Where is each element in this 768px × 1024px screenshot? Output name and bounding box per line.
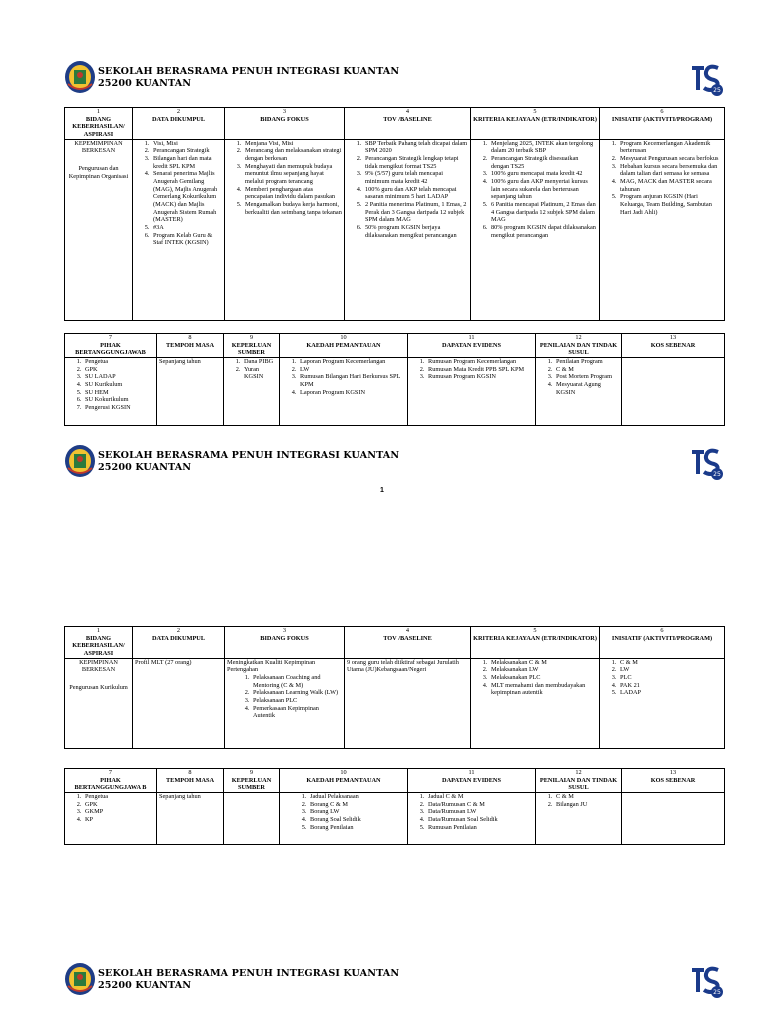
dapatan-cell: 1. Jadual C & M 2. Data/Rumusan C & M 3. Data/Rumusan LW 4. Data/Rumusan Soal Selidik 5. Rumusan Penilaian	[408, 793, 536, 845]
col-header: 8 TEMPOH MASA	[157, 769, 224, 793]
kos-cell	[622, 793, 725, 845]
plan-table-1b	[64, 333, 725, 426]
col-header: 12 PENILAIAN DAN TINDAK SUSUL	[536, 769, 622, 793]
school-header	[64, 442, 724, 486]
plan-table-1a	[64, 107, 725, 321]
page-number: 1	[380, 487, 384, 494]
col-header: 6 INISIATIF (AKTIVITI/PROGRAM)	[600, 108, 725, 140]
col-header: 2 DATA DIKUMPUL	[133, 627, 225, 659]
inisiatif-cell: 1. C & M 2. LW 3. PLC 4. PAK 21 5. LADAP	[600, 658, 725, 748]
col-header: 9 KEPERLUAN SUMBER	[224, 769, 280, 793]
tov-cell: 1. SBP Terbaik Pahang telah dicapai dalam SPM 2020 2. Perancangan Strategik lengkap tetapi tidak mengikut format TS25 3. 9% (5/57) guru telah mencapai minimum mata kredit 42 4. 100% guru dan AKP telah mencapai sasaran minimum 5 hari LADAP 5. 2 Panitia menerima Platinum, 1 Emas, 2 Perak dan 3 Gangsa daripada 12 subjek SPM dalam MAG 6. 50% program KGSIN berjaya dilaksanakan mengikut perancangan	[345, 139, 471, 320]
bidang-fokus-cell: Meningkatkan Kualiti Kepimpinan Pertengahan 1. Pelaksanaan Coaching and Mentoring (C & M) 2. Pelaksanaan Learning Walk (LW) 3. Pelaksanaan PLC 4. Pemerkasaan Kepimpinan Autentik	[225, 658, 345, 748]
school-header	[64, 58, 724, 102]
col-header: 10 KAEDAH PEMANTAUAN	[280, 334, 408, 358]
bidang-fokus-cell: 1. Menjana Visi, Misi 2. Merancang dan melaksanakan strategi dengan berkesan 3. Menghayati dan memupuk budaya menuntut ilmu sepanjang hayat melalui program terancang 4. Memberi penghargaan atas pencapaian individu dalam pasukan 5. Mengamalkan budaya kerja harmoni, berkualiti dan seimbang tanpa tekanan	[225, 139, 345, 320]
table-row	[65, 139, 725, 320]
school-crest-icon	[64, 60, 96, 94]
ts25-logo-icon	[688, 444, 724, 482]
table-row	[65, 658, 725, 748]
kriteria-cell: 1. Melaksanakan C & M 2. Melaksanakan LW 3. Melaksanakan PLC 4. MLT memahami dan membudayakan kepimpinan autentik	[471, 658, 600, 748]
school-address: 25200 KUANTAN	[98, 77, 192, 89]
col-header: 9 KEPERLUAN SUMBER	[224, 334, 280, 358]
col-header: 5 KRITERIA KEJAYAAN (ETR/INDIKATOR)	[471, 108, 600, 140]
kaedah-cell: 1. Jadual Pelaksanaan 2. Borang C & M 3. Borang LW 4. Borang Soal Selidik 5. Borang Penilaian	[280, 793, 408, 845]
school-address: 25200 KUANTAN	[98, 979, 192, 991]
dapatan-cell: 1. Rumusan Program Kecemerlangan 2. Rumusan Mata Kredit PPB SPL KPM 3. Rumusan Program KGSIN	[408, 358, 536, 426]
school-name: SEKOLAH BERASRAMA PENUH INTEGRASI KUANTAN	[98, 968, 400, 979]
bidang-cell: KEPEMIMPINAN BERKESAN Pengurusan dan Kepimpinan Organisasi	[65, 139, 133, 320]
school-name: SEKOLAH BERASRAMA PENUH INTEGRASI KUANTAN	[98, 450, 400, 461]
bidang-cell: KEPIMPINAN BERKESAN Pengurusan Kurikulum	[65, 658, 133, 748]
col-header: 11 DAPATAN EVIDENS	[408, 769, 536, 793]
inisiatif-cell: 1. Program Kecemerlangan Akademik berterusan 2. Mesyuarat Pengurusan secara berfokus 3. Hebahan kursus secara bersemuka dan dalam talian dari semasa ke semasa 4. MAG, MACK dan MASTER secara tahunan 5. Program anjuran KGSIN (Hari Keluarga, Team Building, Sambutan Hari Jadi Ahli)	[600, 139, 725, 320]
tempoh-cell: Sepanjang tahun	[157, 358, 224, 426]
col-header: 10 KAEDAH PEMANTAUAN	[280, 769, 408, 793]
tov-cell: 9 orang guru telah diiktiraf sebagai Jurulatih Utama (JU)Kebangsaan/Negeri	[345, 658, 471, 748]
col-header: 6 INISIATIF (AKTIVITI/PROGRAM)	[600, 627, 725, 659]
keperluan-cell: 1. Dana PIBG 2. Yuran KGSIN	[224, 358, 280, 426]
plan-table-2a	[64, 626, 725, 749]
school-header	[64, 960, 724, 1004]
col-header: 3 BIDANG FOKUS	[225, 108, 345, 140]
school-title-block	[98, 968, 399, 992]
ts25-logo-icon	[688, 60, 724, 98]
pihak-cell: 1. Pengetua 2. GPK 3. GKMP 4. KP	[65, 793, 157, 845]
school-crest-icon	[64, 444, 96, 478]
school-title-block	[98, 450, 399, 474]
plan-table-2b	[64, 768, 725, 845]
col-header: 13 KOS SEBENAR	[622, 334, 725, 358]
kaedah-cell: 1. Laporan Program Kecemerlangan 2. LW 3. Rumusan Bilangan Hari Berkursus SPL KPM 4. Laporan Program KGSIN	[280, 358, 408, 426]
school-crest-icon	[64, 962, 96, 996]
table-row	[65, 793, 725, 845]
svg-text:25: 25	[713, 87, 721, 94]
ts25-logo-icon	[688, 962, 724, 1000]
table-header-row	[65, 627, 725, 659]
col-header: 13 KOS SEBENAR	[622, 769, 725, 793]
data-dikumpul-cell: Profil MLT (27 orang)	[133, 658, 225, 748]
col-header: 1 BIDANG KEBERHASILAN/ ASPIRASI	[65, 627, 133, 659]
school-title-block	[98, 66, 399, 90]
col-header: 4 TOV /BASELINE	[345, 108, 471, 140]
data-dikumpul-cell: 1. Visi, Misi 2. Perancangan Strategik 3. Bilangan hari dan mata kredit SPL KPM 4. Senarai penerima Majlis Anugerah Gemilang (MAG), Majlis Anugerah Cemerlang Kokurikulum (MACK) dan Majlis Anugerah Sistem Rumah (MASTER) 5. #3A 6. Program Kelab Guru & Staf INTEK (KGSIN)	[133, 139, 225, 320]
col-header: 8 TEMPOH MASA	[157, 334, 224, 358]
col-header: 3 BIDANG FOKUS	[225, 627, 345, 659]
table-row	[65, 358, 725, 426]
table-header-row	[65, 769, 725, 793]
svg-text:25: 25	[713, 471, 721, 478]
school-address: 25200 KUANTAN	[98, 461, 192, 473]
kos-cell	[622, 358, 725, 426]
col-header: 1 BIDANG KEBERHASILAN/ ASPIRASI	[65, 108, 133, 140]
col-header: 7 PIHAK BERTANGGUNGJAWA B	[65, 769, 157, 793]
col-header: 2 DATA DIKUMPUL	[133, 108, 225, 140]
pihak-cell: 1. Pengetua 2. GPK 3. SU LADAP 4. SU Kurikulum 5. SU HEM 6. SU Kokurikulum 7. Pengerusi KGSIN	[65, 358, 157, 426]
table-header-row	[65, 334, 725, 358]
penilaian-cell: 1. Penilaian Program 2. C & M 3. Post Mortem Program 4. Mesyuarat Agung KGSIN	[536, 358, 622, 426]
kriteria-cell: 1. Menjelang 2025, INTEK akan tergolong dalam 20 terbaik SBP 2. Perancangan Strategik disesuaikan dengan TS25 3. 100% guru mencapai mata kredit 42 4. 100% guru dan AKP menyertai kursus lain secara sukarela dan berterusan sepanjang tahun 5. 6 Panitia mencapai Platinum, 2 Emas dan 4 Gangsa daripada 12 subjek SPM dalam MAG 6. 80% program KGSIN dapat dilaksanakan mengikut perancangan	[471, 139, 600, 320]
keperluan-cell	[224, 793, 280, 845]
col-header: 11 DAPATAN EVIDENS	[408, 334, 536, 358]
col-header: 12 PENILAIAN DAN TINDAK SUSUL	[536, 334, 622, 358]
school-name: SEKOLAH BERASRAMA PENUH INTEGRASI KUANTAN	[98, 66, 400, 77]
col-header: 4 TOV /BASELINE	[345, 627, 471, 659]
col-header: 5 KRITERIA KEJAYAAN (ETR/INDIKATOR)	[471, 627, 600, 659]
penilaian-cell: 1. C & M 2. Bilangan JU	[536, 793, 622, 845]
col-header: 7 PIHAK BERTANGGUNGJAWAB	[65, 334, 157, 358]
svg-text:25: 25	[713, 989, 721, 996]
tempoh-cell: Sepanjang tahun	[157, 793, 224, 845]
table-header-row	[65, 108, 725, 140]
